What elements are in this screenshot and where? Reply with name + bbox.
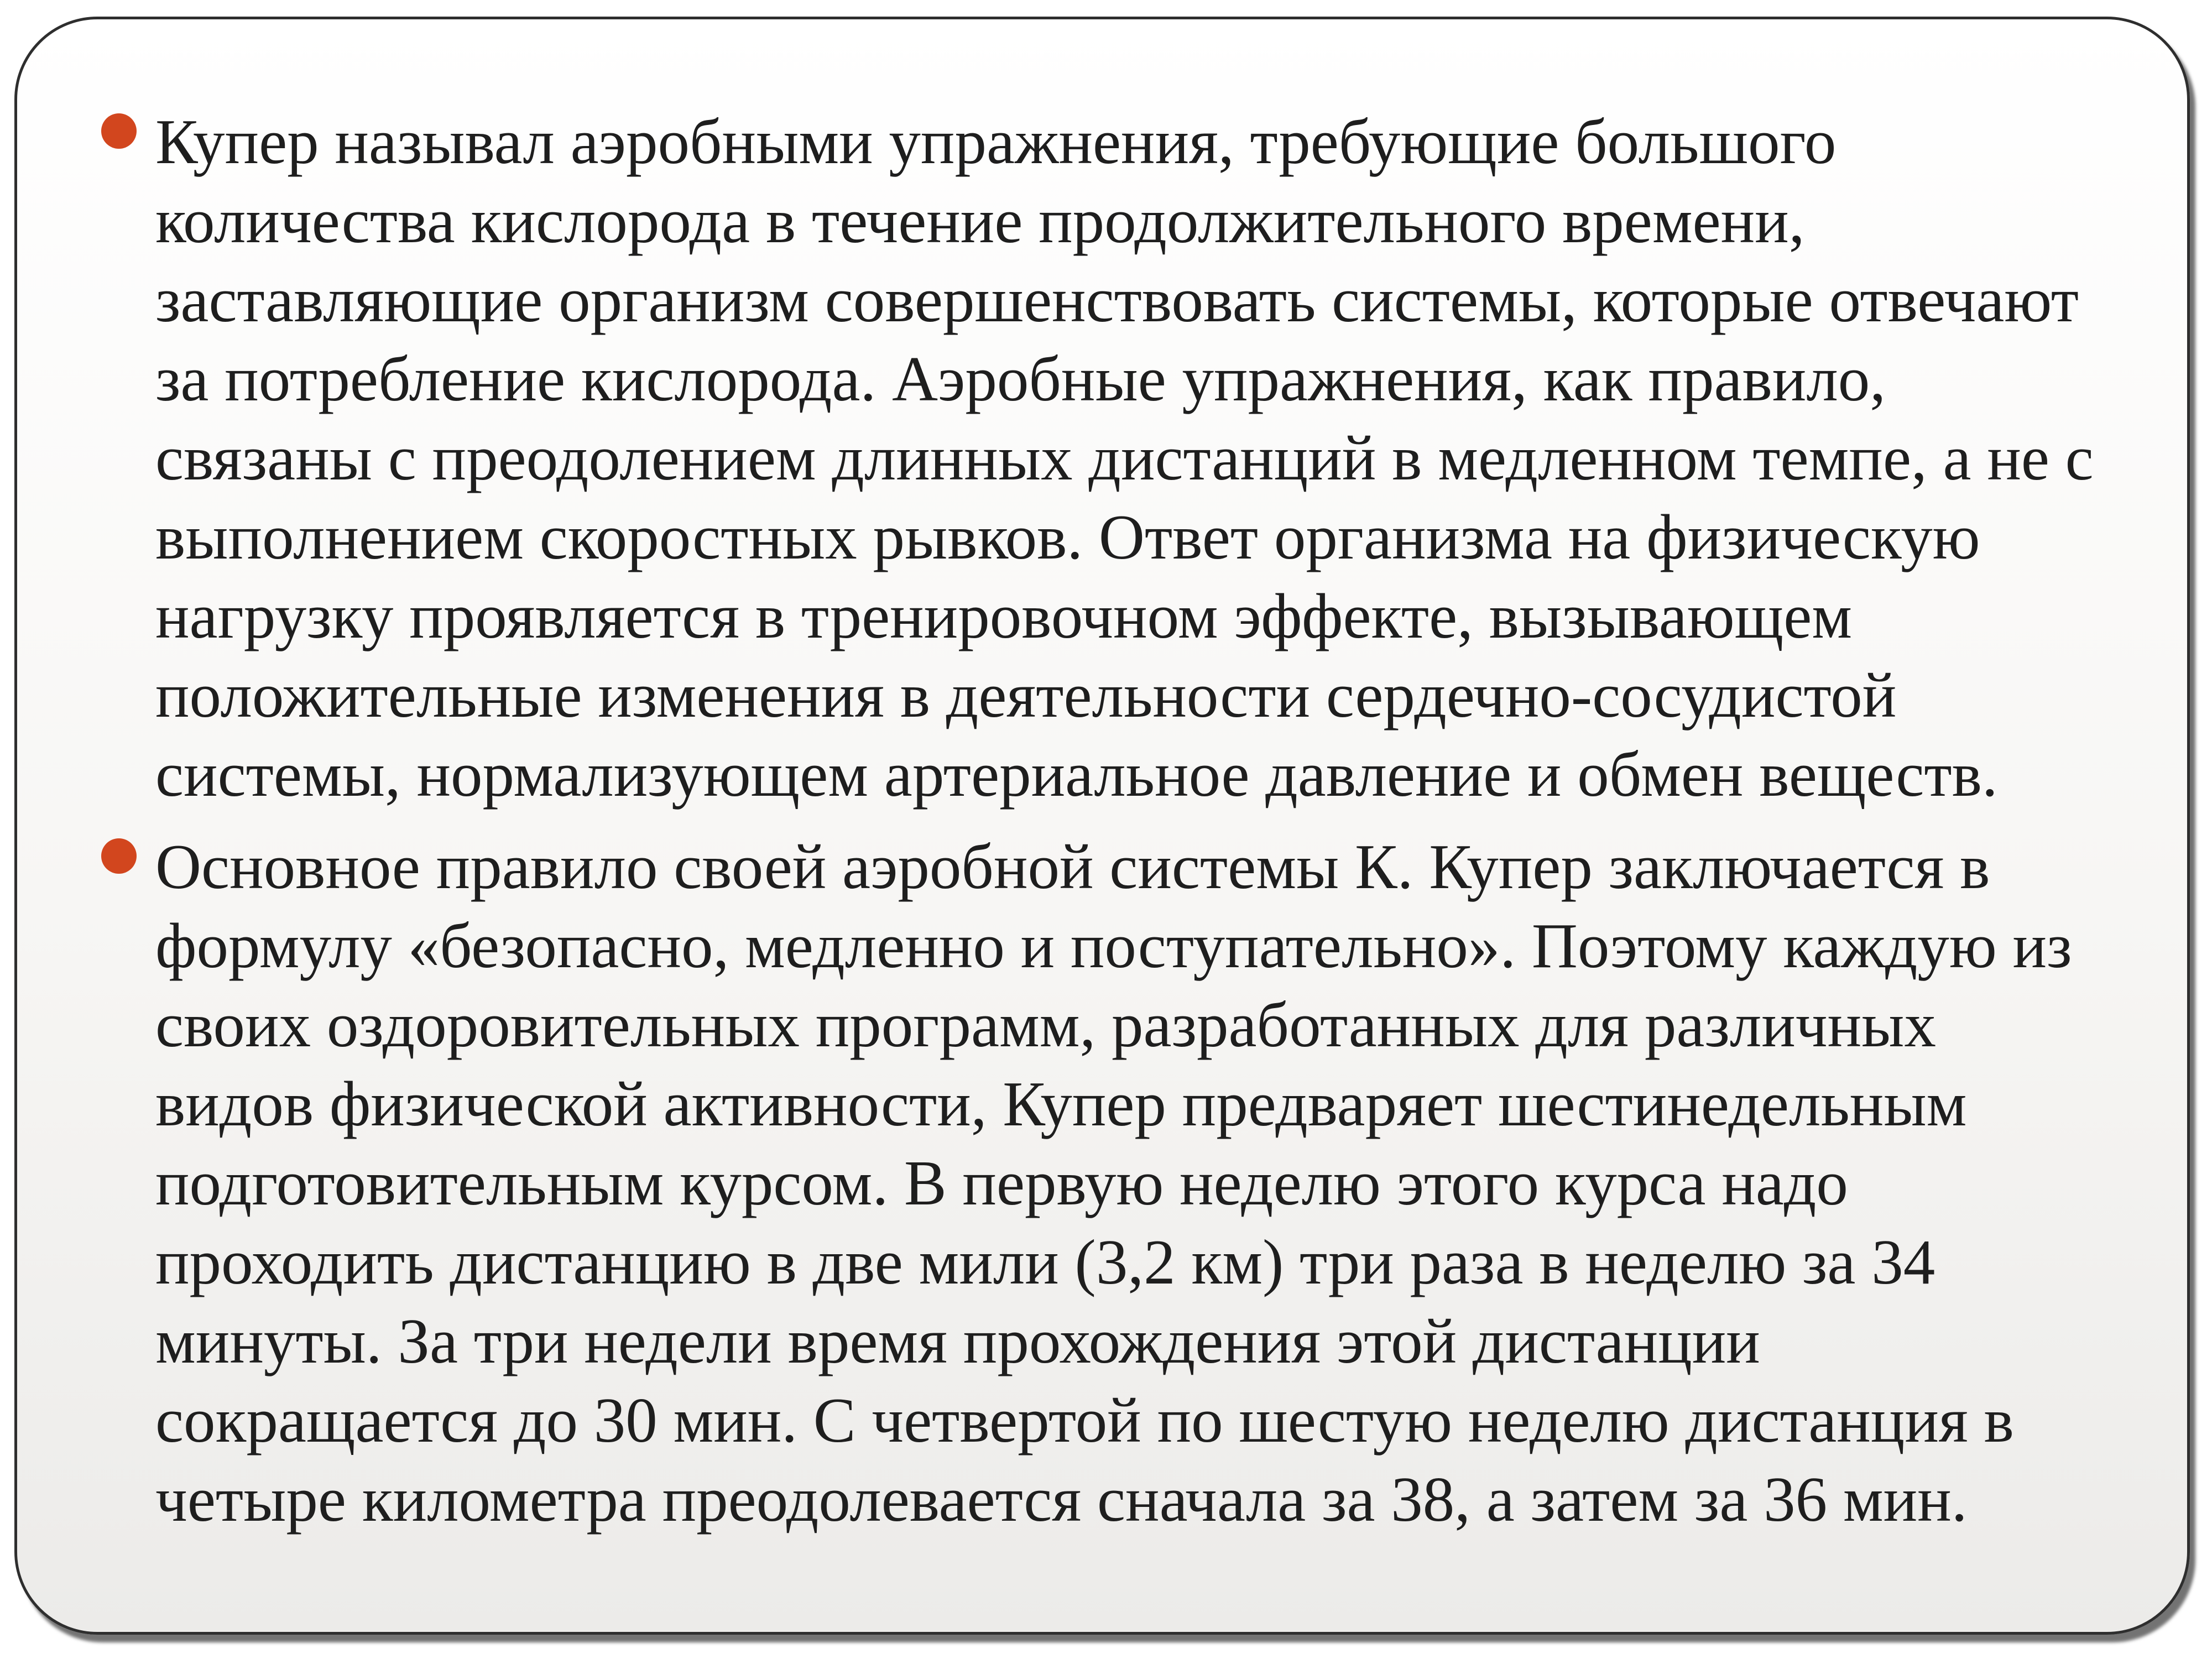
text-line: выполнением скоростных рывков. Ответ организма на физическую: [155, 502, 1980, 572]
text-line: формулу «безопасно, медленно и поступательно». Поэтому каждую из: [155, 911, 2072, 981]
text-line: сокращается до 30 мин. С четвертой по шестую неделю дистанция в: [155, 1385, 2014, 1455]
content-card: [14, 17, 2190, 1635]
bullet-item-1: [84, 102, 2185, 814]
bullet-dot-icon: [101, 838, 137, 874]
bullet-dot-icon: [101, 113, 137, 149]
text-line: своих оздоровительных программ, разработанных для различных: [155, 990, 1936, 1060]
text-line: проходить дистанцию в две мили (3,2 км) три раза в неделю за 34: [155, 1227, 1936, 1297]
text-line: за потребление кислорода. Аэробные упражнения, как правило,: [155, 344, 1886, 414]
bullet-list: [84, 102, 2185, 1552]
text-line: заставляющие организм совершенствовать системы, которые отвечают: [155, 265, 2079, 335]
text-line: четыре километра преодолевается сначала за 38, а затем за 36 мин.: [155, 1464, 1968, 1535]
bullet-item-2: [84, 827, 2185, 1539]
text-line: связаны с преодолением длинных дистанций в медленном темпе, а не с: [155, 423, 2094, 493]
text-line: Купер называл аэробными упражнения, требующие большого: [155, 107, 1837, 177]
text-line: системы, нормализующем артериальное давление и обмен веществ.: [155, 739, 1998, 810]
text-line: положительные изменения в деятельности сердечно-сосудистой: [155, 660, 1897, 731]
text-line: Основное правило своей аэробной системы К. Купер заключается в: [155, 832, 1990, 902]
text-line: минуты. За три недели время прохождения этой дистанции: [155, 1306, 1760, 1376]
text-line: нагрузку проявляется в тренировочном эффекте, вызывающем: [155, 581, 1853, 651]
text-line: подготовительным курсом. В первую неделю этого курса надо: [155, 1148, 1848, 1218]
text-line: количества кислорода в течение продолжительного времени,: [155, 186, 1805, 256]
text-line: видов физической активности, Купер предваряет шестинедельным: [155, 1069, 1967, 1139]
